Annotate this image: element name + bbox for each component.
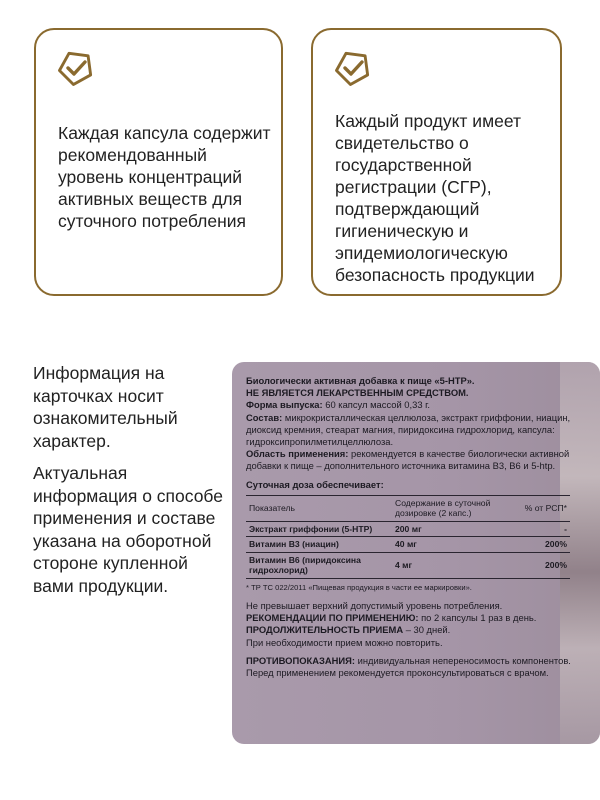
label-not-drug: НЕ ЯВЛЯЕТСЯ ЛЕКАРСТВЕННЫМ СРЕДСТВОМ. [246,387,469,399]
label-contra-val: индивидуальная непереносимость компонентов. Перед применением рекомендуется проконсультироваться с врачом. [246,654,571,679]
table-cell: 200 мг [395,523,422,534]
table-header-row [246,495,570,521]
label-use-val: рекомендуется в качестве биологически активной добавки к пище – дополнительного источника витамина В3, В6 и 5-htp. [246,448,570,472]
table-row [246,552,570,578]
table-cell: Витамин В3 (ниацин) [249,539,339,550]
table-row [246,521,570,537]
feature-card-text: Каждый продукт имеет свидетельство о государственной регистрации (СГР), подтверждающий гигиеническую и эпидемиологическую безопасность продукции [335,111,535,285]
label-duration-val: – 30 дней. [405,624,451,636]
label-title: Биологически активная добавка к пище «5-HTP». [246,375,475,386]
feature-card-text: Каждая капсула содержит рекомендованный уровень концентраций активных веществ для суточного потребления [58,123,271,231]
table-header-cell: % от РСП* [508,495,570,521]
table-cell: 200% [545,560,567,571]
table-cell: - [564,523,567,534]
label-rec-val: по 2 капсулы 1 раз в день. [421,612,537,624]
label-composition-key: Состав: [246,411,283,423]
label-contra-key: ПРОТИВОПОКАЗАНИЯ: [246,654,355,666]
table-cell: Витамин В6 (пиридоксина гидрохлорид) [249,554,361,576]
table-header-cell: Содержание в суточной дозировке (2 капс.) [392,495,508,521]
label-footnote: * ТР ТС 022/2011 «Пищевая продукция в части ее маркировки». [246,582,472,592]
feature-card-dosage [34,28,283,296]
table-cell: 4 мг [395,560,413,571]
table-cell: 200% [545,539,567,550]
label-rec-key: РЕКОМЕНДАЦИИ ПО ПРИМЕНЕНИЮ: [246,612,419,624]
info-disclaimer: Информация на карточках носит ознакомительный характер. [33,363,178,451]
nutrition-table [246,495,570,579]
table-header-cell: Показатель [246,495,392,521]
check-badge-icon [331,46,375,90]
table-row [246,537,570,553]
info-actual: Актуальная информация о способе применения и составе указана на оборотной стороне купленной вами продукции. [33,463,223,596]
table-cell: 40 мг [395,539,417,550]
label-composition-val: микрокристаллическая целлюлоза, экстракт гриффонии, ниацин, диоксид кремния, стеарат магния, пиридоксина гидрохлорид, капсула: гидроксипропилметилцеллюлоза. [246,411,571,448]
product-label-image [232,362,600,744]
feature-card-certificate [311,28,562,296]
label-form-val: 60 капсул массой 0,33 г. [325,399,431,411]
label-use-key: Область применения: [246,448,349,460]
label-repeat: При необходимости прием можно повторить. [246,636,443,648]
label-daily-dose: Суточная доза обеспечивает: [246,478,384,490]
check-badge-icon [54,46,98,90]
label-form-key: Форма выпуска: [246,399,323,411]
label-content [246,375,576,679]
label-duration-key: ПРОДОЛЖИТЕЛЬНОСТЬ ПРИЕМА [246,624,404,636]
table-cell: Экстракт гриффонии (5-HTP) [249,523,373,534]
label-limit: Не превышает верхний допустимый уровень потребления. [246,600,503,612]
